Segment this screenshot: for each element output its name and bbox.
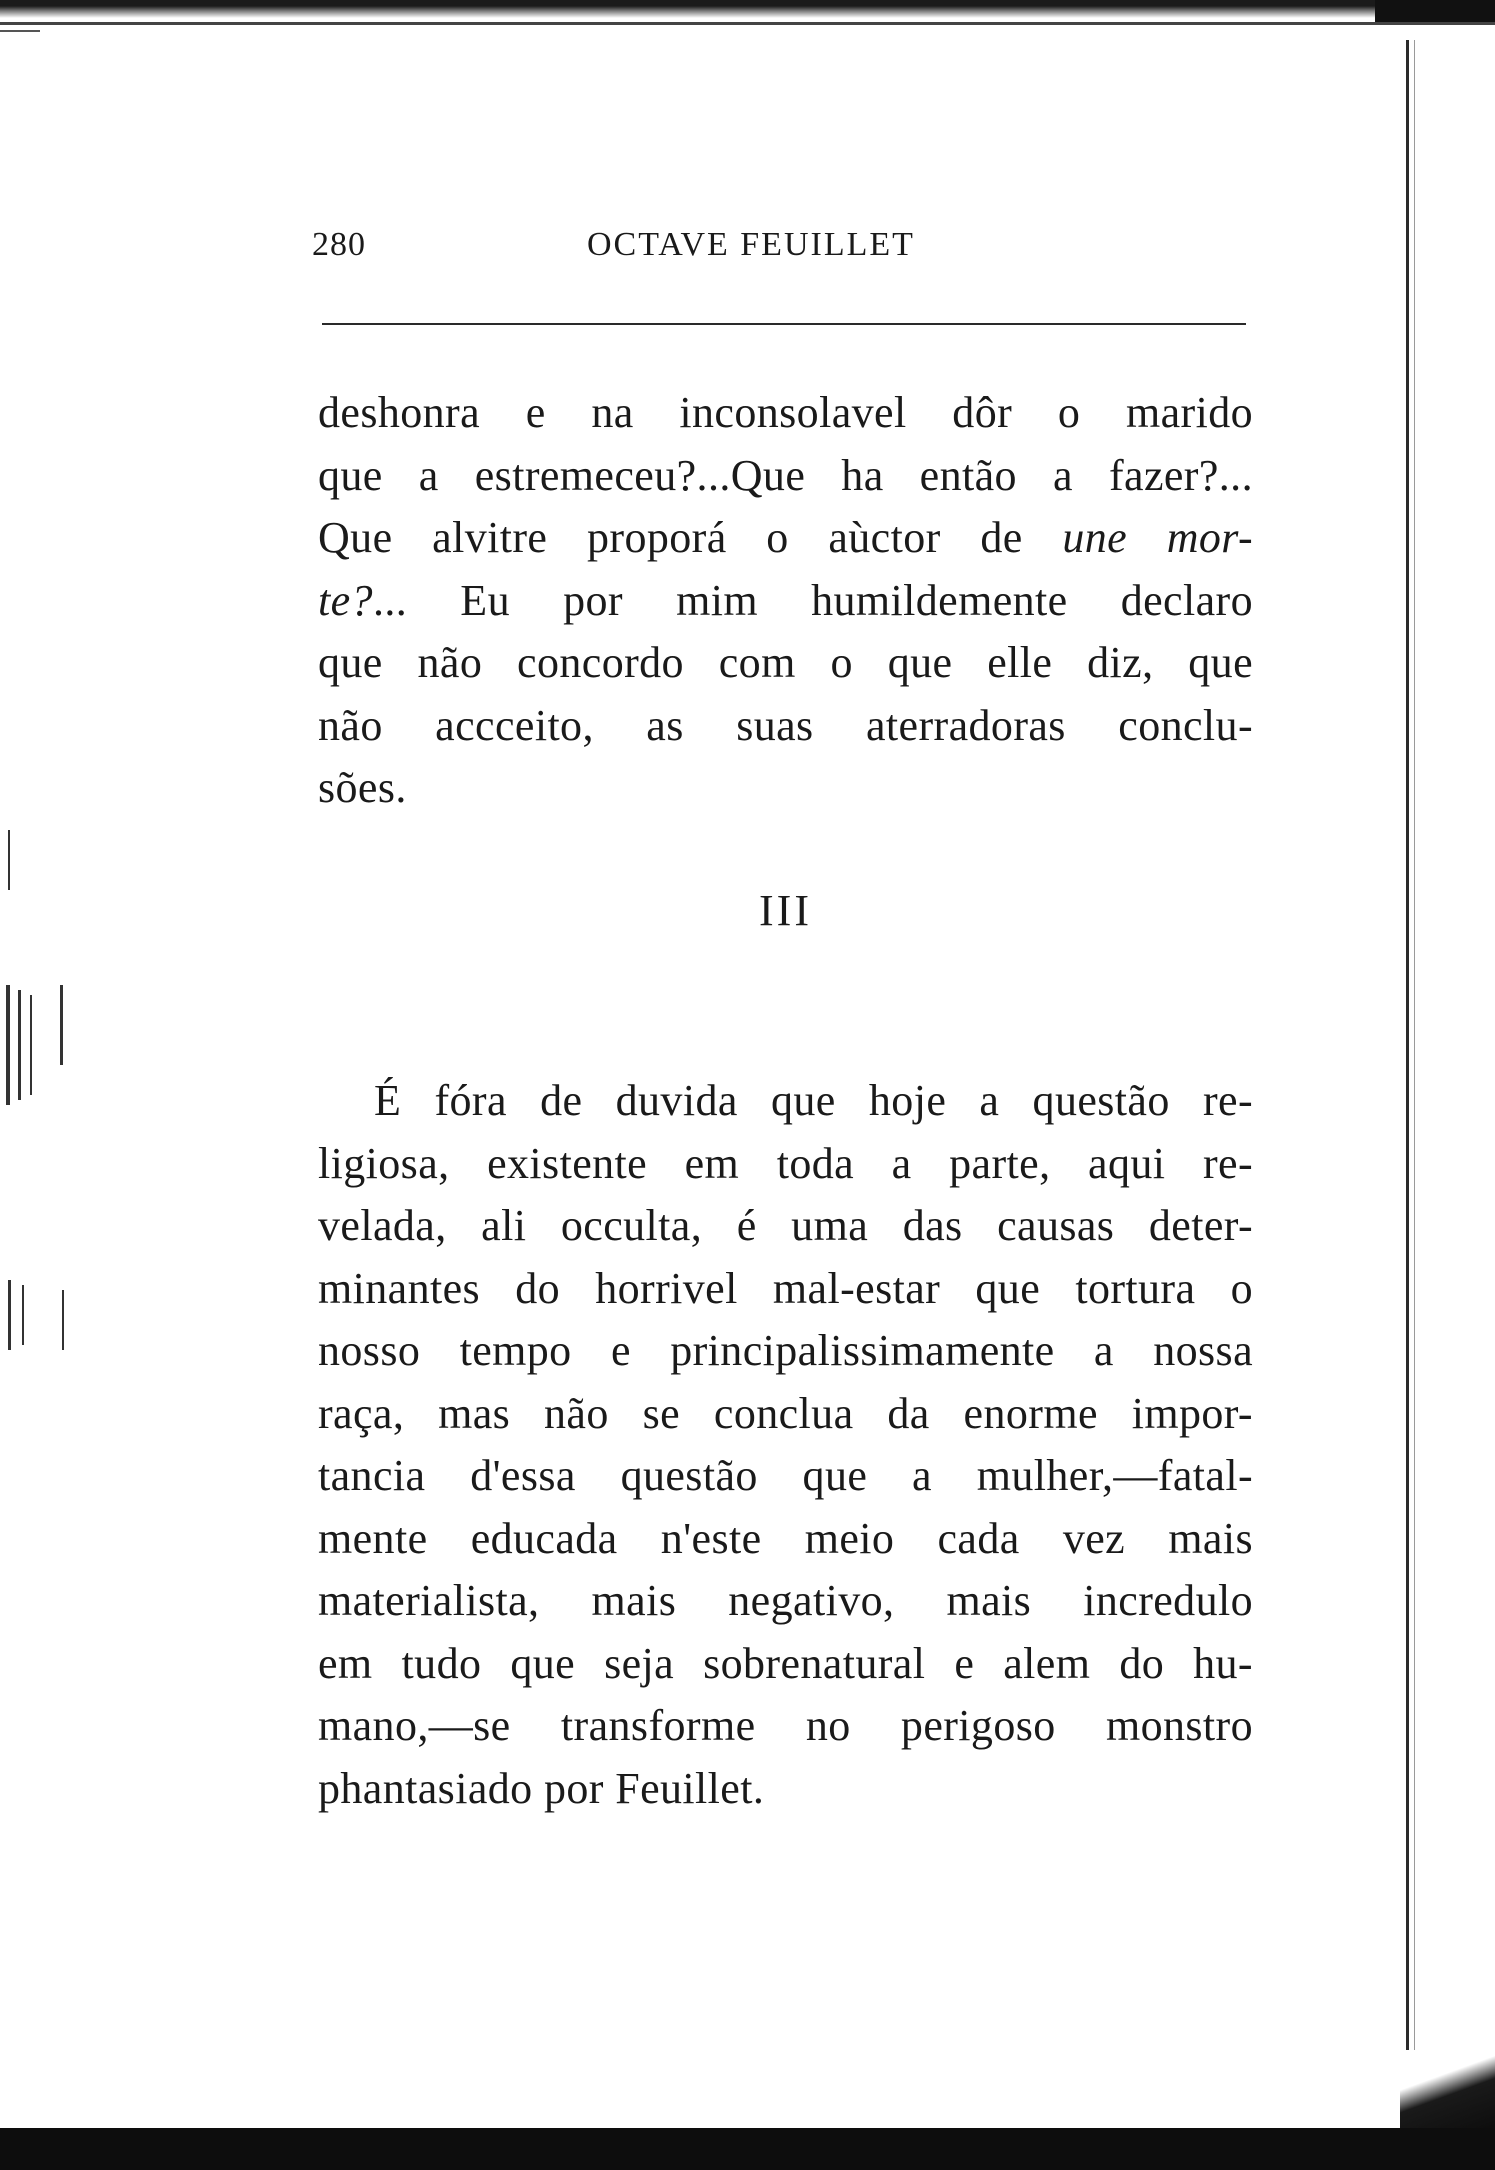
running-title: OCTAVE FEUILLET	[587, 226, 915, 263]
italic-title-fragment: te?	[318, 575, 373, 625]
paragraph-continuation	[318, 382, 1253, 820]
text-line: nosso tempo e principalissimamente a nossa	[318, 1326, 1253, 1375]
scan-edge-right-thin	[1414, 40, 1415, 2120]
text-line: ligiosa, existente em toda a parte, aqui re-	[318, 1138, 1253, 1188]
page-number: 280	[312, 226, 366, 263]
text-line: É fóra de duvida que hoje a questão re-	[374, 1076, 1253, 1125]
scan-mark-left	[8, 830, 10, 890]
scan-corner-top-right	[1375, 0, 1495, 22]
text-line: velada, ali occulta, é uma das causas deter-	[318, 1201, 1253, 1250]
scan-mark-left	[6, 985, 10, 1105]
text-line: deshonra e na inconsolavel dôr o marido	[318, 388, 1253, 437]
section-heading: III	[759, 886, 812, 935]
text-line: raça, mas não se conclua da enorme impor-	[318, 1388, 1253, 1438]
scan-edge-bottom	[0, 2128, 1495, 2170]
text-line: que a estremeceu?...Que ha então a fazer?...	[318, 450, 1253, 500]
text-line	[318, 570, 1253, 633]
text-line: que não concordo com o que elle diz, que	[318, 638, 1253, 687]
scan-mark-left	[62, 1290, 64, 1350]
scan-mark-left	[8, 1280, 11, 1350]
running-header	[312, 226, 1242, 286]
scan-mark-left	[60, 985, 63, 1065]
scan-line-top	[0, 22, 1495, 25]
text-line: mano,—se transforme no perigoso monstro	[318, 1701, 1253, 1750]
scan-mark-left	[30, 995, 32, 1095]
text-fragment: ... Eu por mim humildemente declaro	[372, 575, 1253, 625]
scan-edge-right	[1406, 40, 1409, 2120]
italic-title-fragment: une mor-	[1062, 513, 1253, 562]
text-line: phantasiado por Feuillet.	[318, 1763, 765, 1813]
text-line: materialista, mais negativo, mais incredulo	[318, 1576, 1253, 1625]
scan-edge-top	[0, 0, 1495, 18]
text-line: em tudo que seja sobrenatural e alem do hu-	[318, 1638, 1253, 1688]
text-line: mente educada n'este meio cada vez mais	[318, 1513, 1253, 1563]
text-line: minantes do horrivel mal-estar que tortura o	[318, 1263, 1253, 1313]
text-line: não accceito, as suas aterradoras conclu-	[318, 700, 1253, 750]
scan-corner-bottom-right	[1400, 2050, 1495, 2130]
text-fragment: Que alvitre proporá o aùctor de	[318, 513, 1023, 562]
paragraph	[318, 1070, 1253, 1820]
scan-mark-left	[18, 990, 21, 1100]
scan-mark-left	[22, 1285, 24, 1345]
text-line	[318, 507, 1253, 570]
header-rule	[322, 323, 1246, 325]
scan-corner-top-left	[0, 30, 40, 32]
text-line: tancia d'essa questão que a mulher,—fatal-	[318, 1451, 1253, 1500]
text-line: sões.	[318, 763, 407, 812]
